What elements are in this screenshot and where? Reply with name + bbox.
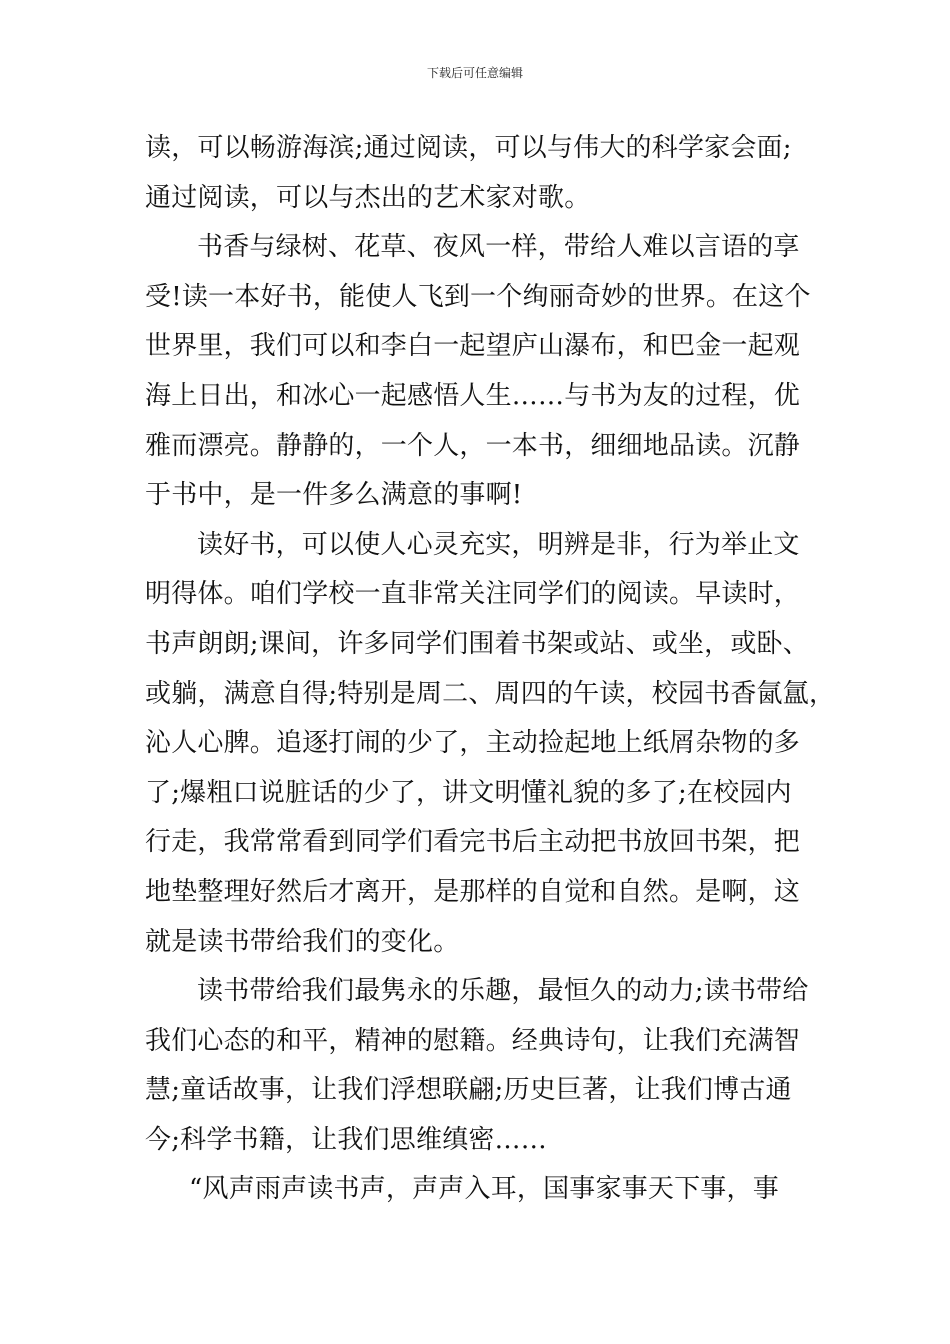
page-header-note: 下载后可任意编辑 <box>426 66 523 80</box>
text-line: 书声朗朗;课间，许多同学们围着书架或站、或坐，或卧、 <box>145 628 809 659</box>
quote-line: “风声雨声读书声，声声入耳，国事家事天下事，事 <box>189 1174 779 1205</box>
text-line: 海上日出，和冰心一起感悟人生……与书为友的过程，优 <box>145 380 801 411</box>
text-line: 沁人心脾。追逐打闹的少了，主动捡起地上纸屑杂物的多 <box>145 728 801 759</box>
paragraph-start-line: 读好书，可以使人心灵充实，明辨是非，行为举止文 <box>197 529 800 560</box>
text-line: 明得体。咱们学校一直非常关注同学们的阅读。早读时， <box>145 579 801 610</box>
paragraph-start-line: 书香与绿树、花草、夜风一样，带给人难以言语的享 <box>197 232 800 263</box>
document-body <box>145 124 835 1215</box>
text-line: 我们心态的和平，精神的慰籍。经典诗句，让我们充满智 <box>145 1025 801 1056</box>
paragraph-start-line: 读书带给我们最隽永的乐趣，最恒久的动力;读书带给 <box>197 976 809 1007</box>
text-line: 了;爆粗口说脏话的少了，讲文明懂礼貌的多了;在校园内 <box>145 777 792 808</box>
text-line: 今;科学书籍，让我们思维缜密…… <box>145 1124 547 1155</box>
text-line: 慧;童话故事，让我们浮想联翩;历史巨著，让我们博古通 <box>145 1075 792 1106</box>
text-line: 于书中，是一件多么满意的事啊! <box>145 480 523 511</box>
text-line: 读，可以畅游海滨;通过阅读，可以与伟大的科学家会面; <box>145 133 792 163</box>
text-line: 雅而漂亮。静静的，一个人，一本书，细细地品读。沉静 <box>145 430 801 461</box>
text-line: 受!读一本好书，能使人飞到一个绚丽奇妙的世界。在这个 <box>145 281 811 312</box>
text-line: 通过阅读，可以与杰出的艺术家对歌。 <box>145 182 591 213</box>
text-line: 世界里，我们可以和李白一起望庐山瀑布，和巴金一起观 <box>145 331 801 362</box>
text-line: 行走，我常常看到同学们看完书后主动把书放回书架，把 <box>145 827 801 858</box>
text-line: 地垫整理好然后才离开，是那样的自觉和自然。是啊，这 <box>145 876 801 907</box>
text-line: 或躺，满意自得;特别是周二、周四的午读，校园书香氤氲， <box>145 678 836 709</box>
text-line: 就是读书带给我们的变化。 <box>145 926 460 957</box>
